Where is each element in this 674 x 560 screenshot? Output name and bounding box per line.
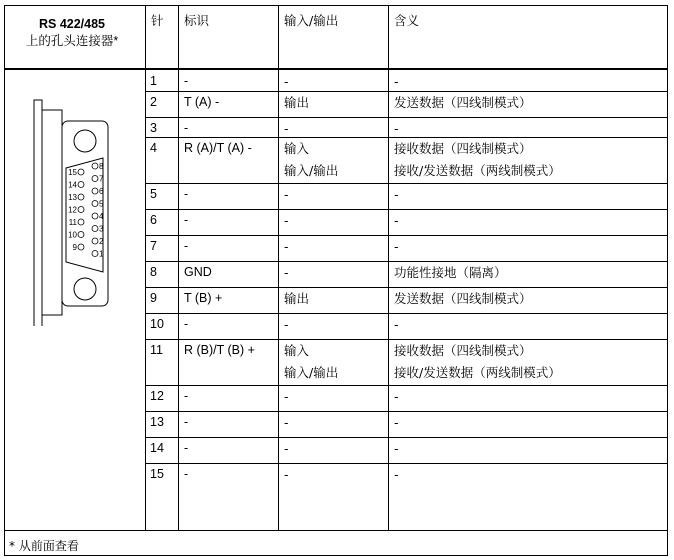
row-divider xyxy=(146,313,667,314)
pin-meaning: 发送数据（四线制模式） xyxy=(394,291,532,306)
pin-meaning: - xyxy=(394,415,399,430)
pin-number: 1 xyxy=(150,74,157,88)
pin-io: - xyxy=(284,239,289,254)
pin-io: 输出 xyxy=(284,95,310,110)
pin-dot xyxy=(78,169,84,175)
col-divider xyxy=(145,6,146,530)
pin-dot-label: 10 xyxy=(68,230,77,240)
row-divider xyxy=(146,463,667,464)
pin-meaning: - xyxy=(394,317,399,332)
pin-io: - xyxy=(284,213,289,228)
col-divider xyxy=(178,6,179,530)
col-header-label: 标识 xyxy=(184,13,210,28)
row-divider xyxy=(146,209,667,210)
pin-io: 输入/输出 xyxy=(284,163,339,178)
pin-dot-label: 13 xyxy=(68,193,77,202)
row-divider xyxy=(146,91,667,92)
pin-number: 4 xyxy=(150,141,157,155)
col-header-meaning: 含义 xyxy=(394,13,420,28)
pin-label: - xyxy=(184,213,189,227)
pin-io: 输入/输出 xyxy=(284,365,339,380)
pin-dot-label: 5 xyxy=(99,199,104,209)
pin-number: 3 xyxy=(150,121,157,135)
pin-number: 2 xyxy=(150,95,157,109)
pin-table xyxy=(4,5,668,556)
pin-dot-label: 3 xyxy=(99,224,104,234)
pin-label: - xyxy=(184,389,189,403)
col-header-pin: 针 xyxy=(151,13,164,28)
row-divider xyxy=(146,437,667,438)
row-divider xyxy=(146,183,667,184)
pin-io: - xyxy=(284,467,289,482)
pin-number: 10 xyxy=(150,317,164,331)
pin-meaning: - xyxy=(394,187,399,202)
pin-label: - xyxy=(184,467,189,481)
pin-label: - xyxy=(184,187,189,201)
row-divider xyxy=(146,385,667,386)
pin-io: 输入 xyxy=(284,343,310,358)
row-divider xyxy=(146,261,667,262)
pin-number: 12 xyxy=(150,389,164,403)
row-divider xyxy=(146,411,667,412)
pin-dot-label: 1 xyxy=(99,249,104,259)
col-header-io: 输入/输出 xyxy=(284,13,339,28)
pin-dot xyxy=(78,194,84,200)
pin-meaning: - xyxy=(394,441,399,456)
connector-header xyxy=(5,16,139,50)
pin-dot-label: 2 xyxy=(99,237,104,246)
pin-dot xyxy=(92,238,98,244)
footer-divider xyxy=(5,530,667,531)
pin-io: - xyxy=(284,265,289,280)
pin-label: R (B)/T (B) + xyxy=(184,343,255,357)
pin-dot-label: 7 xyxy=(99,174,104,184)
pin-number: 15 xyxy=(150,467,164,481)
pin-meaning: - xyxy=(394,121,399,136)
pin-io: - xyxy=(284,187,289,202)
pin-meaning: 接收/发送数据（两线制模式） xyxy=(394,163,561,178)
pin-dot xyxy=(92,188,98,194)
pin-meaning: - xyxy=(394,389,399,404)
pin-dot xyxy=(78,232,84,238)
row-divider xyxy=(146,137,667,138)
pin-meaning: - xyxy=(394,239,399,254)
pin-number: 7 xyxy=(150,239,157,253)
connector-title: RS 422/485 xyxy=(38,17,106,31)
pin-dot xyxy=(92,226,98,232)
pin-dot-label: 4 xyxy=(99,212,104,221)
pin-label: - xyxy=(184,74,189,88)
pin-dot xyxy=(78,244,84,250)
pin-dot-label: 11 xyxy=(68,218,77,227)
pin-number: 14 xyxy=(150,441,164,455)
pin-number: 11 xyxy=(150,343,163,357)
pin-meaning: - xyxy=(394,213,399,228)
row-divider xyxy=(146,287,667,288)
pin-dot-label: 9 xyxy=(72,243,77,252)
pin-io: - xyxy=(284,317,289,332)
pin-meaning: 发送数据（四线制模式） xyxy=(394,95,532,110)
pin-label: - xyxy=(184,441,189,455)
pin-dot xyxy=(92,163,98,169)
row-divider xyxy=(146,339,667,340)
pin-io: - xyxy=(284,74,289,89)
pin-dot xyxy=(78,182,84,188)
pin-label: GND xyxy=(184,265,212,279)
pin-label: - xyxy=(184,121,189,135)
pin-io: - xyxy=(284,121,289,136)
col-divider xyxy=(278,6,279,530)
pin-dot xyxy=(78,207,84,213)
pin-dot-label: 12 xyxy=(68,205,77,215)
pin-meaning: 接收数据（四线制模式） xyxy=(394,141,532,156)
row-divider xyxy=(146,117,667,118)
pin-label: - xyxy=(184,239,189,253)
pin-io: - xyxy=(284,389,289,404)
pin-number: 13 xyxy=(150,415,164,429)
pin-label: R (A)/T (A) - xyxy=(184,141,252,155)
pin-meaning: 接收数据（四线制模式） xyxy=(394,343,532,358)
pin-meaning: 接收/发送数据（两线制模式） xyxy=(394,365,561,380)
pin-number: 9 xyxy=(150,291,157,305)
pin-meaning: - xyxy=(394,467,399,482)
screw-hole-top xyxy=(74,130,96,152)
pin-meaning: - xyxy=(394,74,399,89)
pin-io: 输出 xyxy=(284,291,310,306)
pin-dot-label: 14 xyxy=(68,180,77,190)
footnote: * 从前面查看 xyxy=(9,539,79,553)
pin-label: T (A) - xyxy=(184,95,220,109)
connector-subtitle: 上的孔头连接器* xyxy=(25,34,119,48)
pin-number: 6 xyxy=(150,213,157,227)
pin-label: - xyxy=(184,317,189,331)
pin-dot xyxy=(92,251,98,257)
pin-dot xyxy=(92,176,98,182)
pin-dot-label: 8 xyxy=(99,162,104,171)
connector-diagram xyxy=(33,96,113,326)
pin-label: T (B) + xyxy=(184,291,223,305)
row-divider xyxy=(146,235,667,236)
pin-dot xyxy=(92,201,98,207)
pin-io: - xyxy=(284,441,289,456)
pin-dot xyxy=(78,219,84,225)
pin-dot xyxy=(92,213,98,219)
pin-meaning: 功能性接地（隔离） xyxy=(394,265,507,280)
pin-number: 5 xyxy=(150,187,157,201)
pin-label: - xyxy=(184,415,189,429)
pin-io: - xyxy=(284,415,289,430)
screw-hole-bottom xyxy=(74,278,96,300)
pin-number: 8 xyxy=(150,265,157,279)
pin-io: 输入 xyxy=(284,141,310,156)
pin-dot-label: 6 xyxy=(99,187,104,196)
pin-dot-label: 15 xyxy=(68,168,77,177)
col-divider xyxy=(388,6,389,530)
header-divider xyxy=(5,68,667,70)
